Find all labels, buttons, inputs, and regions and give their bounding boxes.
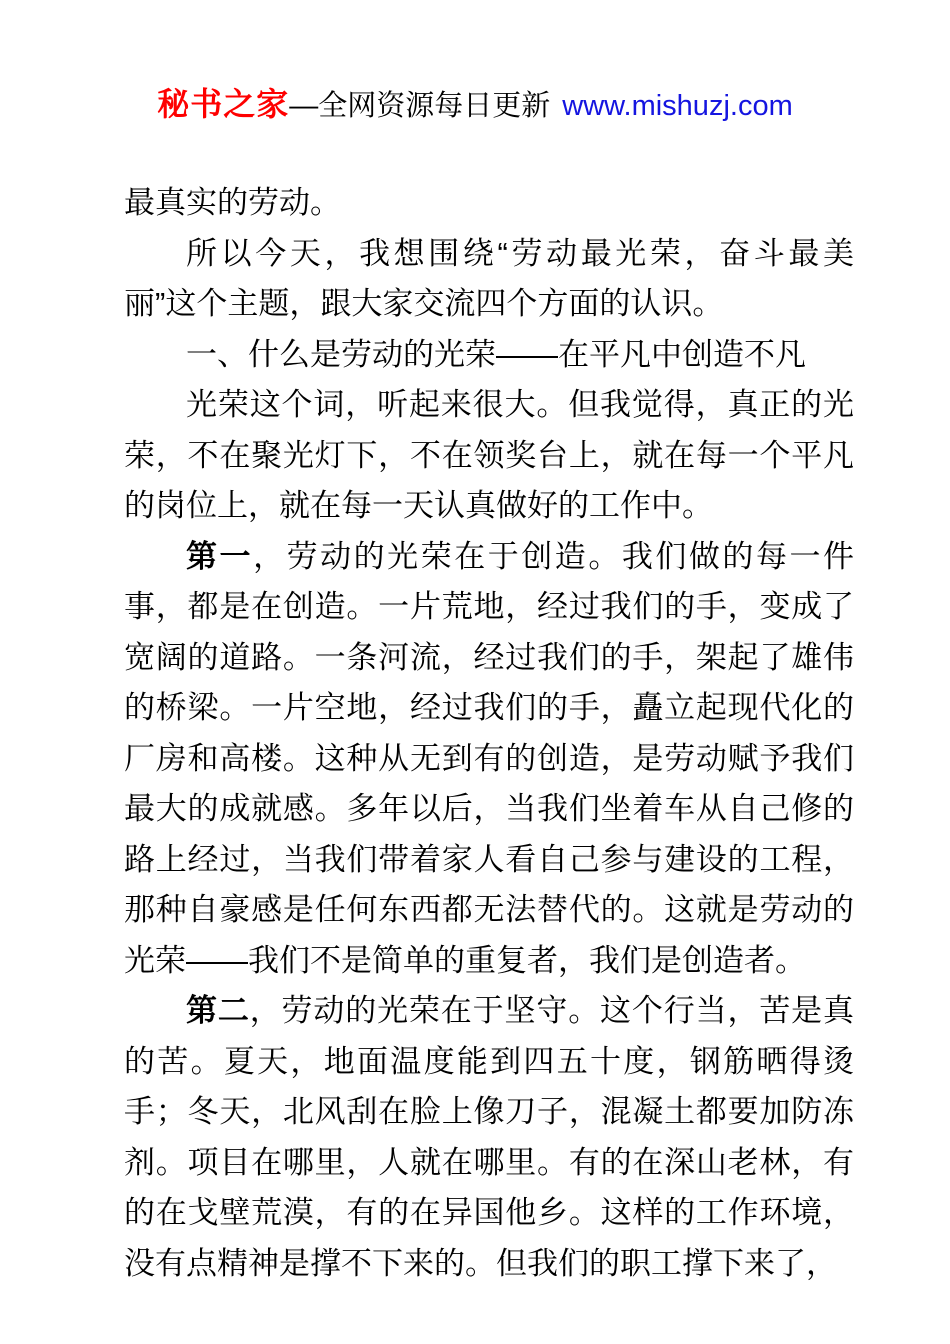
paragraph-intro — [124, 229, 854, 330]
paragraph-text: 最真实的劳动。 — [124, 185, 341, 220]
paragraph-continuation — [124, 178, 854, 229]
header-separator: — — [289, 90, 319, 122]
paragraph-lead: 第一 — [186, 538, 254, 574]
paragraph-text: ，劳动的光荣在于坚守。这个行当，苦是真的苦。夏天，地面温度能到四五十度，钢筋晒得烫手；冬天，北风刮在脸上像刀子，混凝土都要加防冻剂。项目在哪里，人就在哪里。有的在深山老林，有的在戈壁荒漠，有的在异国他乡。这样的工作环境，没有点精神是撑不下来的。但我们的职工撑下来了， — [124, 993, 855, 1281]
site-name: 秘书之家 — [157, 86, 290, 122]
site-url-link[interactable]: www.mishuzj.com — [562, 90, 793, 122]
paragraph-point-two — [124, 986, 854, 1289]
paragraph-glory-intro — [124, 380, 854, 532]
page-header — [0, 84, 950, 126]
header-tagline: 全网资源每日更新 — [318, 90, 551, 122]
paragraph-lead: 第二 — [186, 993, 250, 1028]
paragraph-text: ，劳动的光荣在于创造。我们做的每一件事，都是在创造。一片荒地，经过我们的手，变成了宽阔的道路。一条河流，经过我们的手，架起了雄伟的桥梁。一片空地，经过我们的手，矗立起现代化的厂房和高楼。这种从无到有的创造，是劳动赋予我们最大的成就感。多年以后，当我们坐着车从自己修的路上经过，当我们带着家人看自己参与建设的工程，那种自豪感是任何东西都无法替代的。这就是劳动的光荣——我们不是简单的重复者，我们是创造者。 — [124, 538, 855, 978]
paragraph-point-one — [124, 532, 854, 987]
document-body — [124, 178, 854, 1289]
paragraph-text: 所以今天，我想围绕“劳动最光荣，奋斗最美丽”这个主题，跟大家交流四个方面的认识。 — [124, 235, 854, 321]
section-heading-one — [124, 330, 854, 381]
heading-text: 一、什么是劳动的光荣——在平凡中创造不凡 — [186, 336, 806, 372]
paragraph-text: 光荣这个词，听起来很大。但我觉得，真正的光荣，不在聚光灯下，不在领奖台上，就在每一个平凡的岗位上，就在每一天认真做好的工作中。 — [124, 387, 854, 523]
